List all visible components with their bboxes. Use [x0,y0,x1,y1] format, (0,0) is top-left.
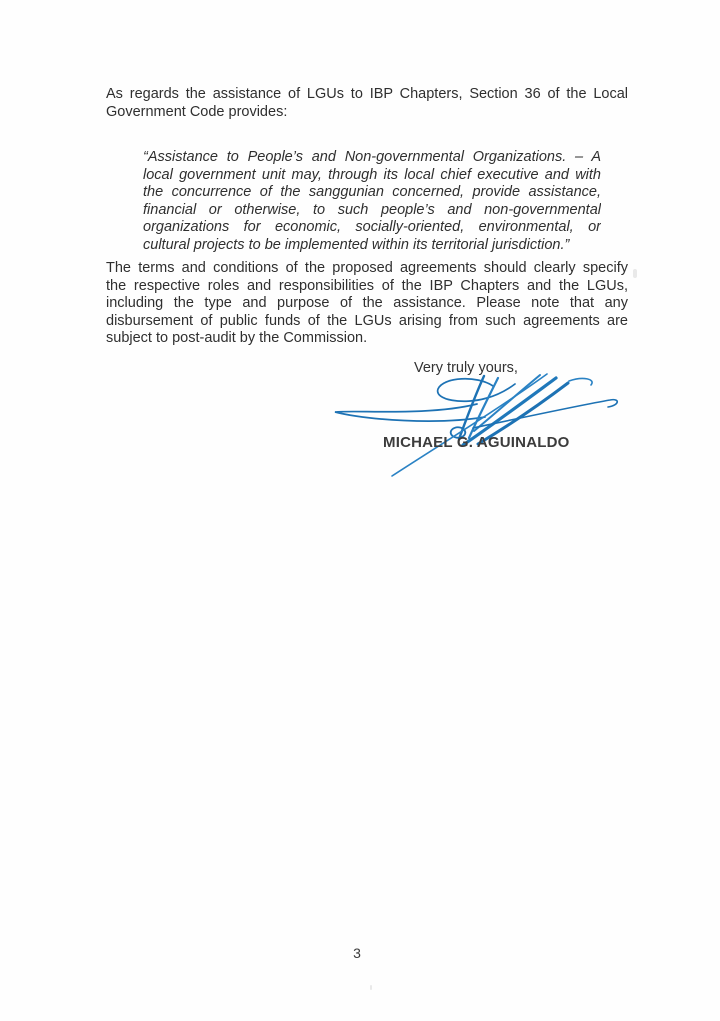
page-number: 3 [353,945,361,961]
quote-line: cultural projects to be implemented within its territorial jurisdiction.” [143,236,570,253]
scan-artifact [633,269,637,278]
text-line: including the type and purpose of the assistance. Please note that any [106,295,628,311]
block-quote [143,149,601,254]
quote-line: organizations for economic, socially-oriented, environmental, or [143,219,601,235]
quote-line: financial or otherwise, to such people’s and non-governmental [143,201,601,218]
closing-salutation: Very truly yours, [414,360,518,376]
quote-line: local government unit may, through its local chief executive and with [143,166,601,183]
text-line: subject to post-audit by the Commission. [106,330,368,346]
quote-line: the concurrence of the sanggunian concerned, provide assistance, [143,184,601,200]
signature-icon [325,368,625,483]
text-line: disbursement of public funds of the LGUs arising from such agreements are [106,312,628,329]
text-line: The terms and conditions of the proposed agreements should clearly specify [106,260,628,276]
quote-line: “Assistance to People’s and Non-governmental Organizations. – A [143,149,601,165]
text-line: As regards the assistance of LGUs to IBP Chapters, Section 36 of the Local [106,86,628,102]
signatory-name: MICHAEL G. AGUINALDO [383,434,570,451]
paragraph-1 [106,86,628,121]
text-line: Government Code provides: [106,103,288,120]
text-line: the respective roles and responsibilities of the IBP Chapters and the LGUs, [106,277,628,294]
scan-artifact [370,985,372,990]
letter-body [106,86,628,348]
paragraph-2 [106,260,628,348]
